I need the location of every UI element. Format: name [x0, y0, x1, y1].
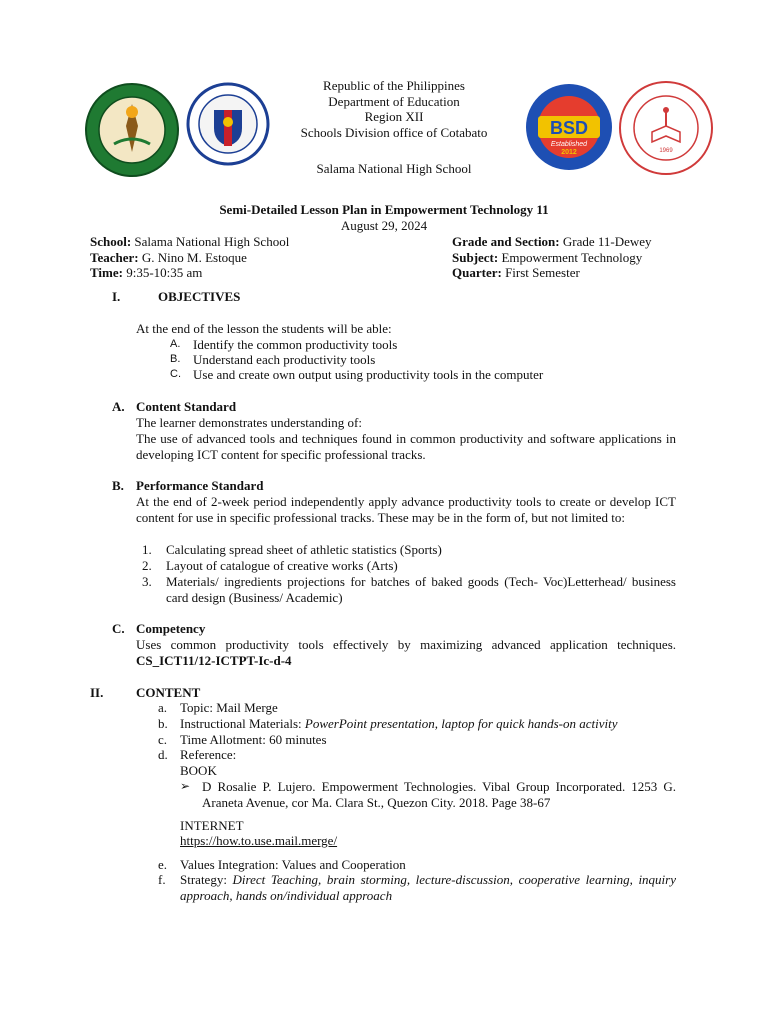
- bsd-logo-established: Established: [550, 141, 588, 148]
- content-values-letter: e.: [158, 857, 168, 872]
- objective-text: Use and create own output using productivity tools in the computer: [193, 367, 544, 382]
- reference-book-label: BOOK: [180, 763, 217, 778]
- bsd-seal: [524, 82, 614, 172]
- performance-item-number: 2.: [142, 558, 152, 573]
- letterhead-republic: Republic of the Philippines: [323, 78, 465, 93]
- book-citation: D Rosalie P. Lujero. Empowerment Technologies. Vibal Group Incorporated. 1253 G. Araneta Avenue, cor Ma. Clara St., Quezon City. 2018. Page 38-67: [202, 779, 676, 810]
- objectives-intro: At the end of the lesson the students will be able:: [136, 321, 392, 336]
- arrow-bullet-icon: ➢: [180, 779, 191, 793]
- objective-letter: B.: [170, 353, 181, 365]
- salama-logo-year: 1969: [659, 148, 673, 154]
- materials-value: PowerPoint presentation, laptop for quick hands-on activity: [304, 716, 618, 731]
- objective-letter: A.: [170, 338, 181, 350]
- reference-internet-link[interactable]: https://how.to.use.mail.merge/: [180, 833, 338, 848]
- performance-standard-letter: B.: [112, 478, 124, 493]
- meta-school: School: Salama National High School: [90, 234, 290, 249]
- content-numeral: II.: [90, 685, 104, 700]
- bsd-logo-year: 2012: [561, 149, 577, 156]
- performance-item-number: 1.: [142, 542, 152, 557]
- performance-item-text: Layout of catalogue of creative works (Arts): [166, 558, 398, 573]
- content-time-allotment: Time Allotment: 60 minutes: [180, 732, 327, 747]
- competency-letter: C.: [112, 621, 125, 636]
- letterhead-division: Schools Division office of Cotabato: [300, 124, 488, 140]
- lesson-plan-title: Semi-Detailed Lesson Plan in Empowerment Technology 11: [219, 202, 549, 217]
- content-values-integration: Values Integration: Values and Cooperation: [180, 857, 406, 872]
- objective-text: Understand each productivity tools: [193, 352, 376, 367]
- salama-national-high-school-seal: [618, 80, 714, 176]
- content-strategy-letter: f.: [158, 872, 166, 887]
- meta-time: Time: 9:35-10:35 am: [90, 265, 203, 281]
- meta-left: [90, 234, 430, 281]
- meta-quarter: Quarter: First Semester: [452, 265, 580, 281]
- lesson-date: August 29, 2024: [340, 218, 428, 233]
- content-heading: CONTENT: [136, 685, 201, 700]
- materials-label: Instructional Materials:: [180, 716, 305, 731]
- content-materials-letter: b.: [158, 716, 168, 731]
- content-standard-letter: A.: [112, 399, 125, 414]
- content-strategy: [180, 872, 676, 903]
- content-time-letter: c.: [158, 732, 168, 747]
- strategy-value: Direct Teaching, brain storming, lecture-discussion, cooperative learning, inquiry approach, hands on/individual approach: [180, 872, 677, 903]
- letterhead: [270, 78, 518, 140]
- letterhead-region: Region XII: [364, 109, 424, 125]
- meta-right: [452, 234, 692, 281]
- content-standard-heading: Content Standard: [136, 399, 237, 414]
- objectives-numeral: I.: [112, 289, 121, 304]
- performance-item-text: Materials/ ingredients projections for batches of baked goods (Tech- Voc)Letterhead/ business card design (Business/ Academic): [166, 574, 676, 605]
- performance-standard-body: At the end of 2-week period independently apply advance productivity tools to create or develop ICT content for use in specific professional tracks. These may be in the form of, but not limited to:: [136, 494, 676, 525]
- reference-internet-label: INTERNET: [180, 818, 244, 833]
- competency-code: CS_ICT11/12-ICTPT-Ic-d-4: [136, 653, 292, 668]
- school-name: Salama National High School: [316, 161, 472, 176]
- meta-subject: Subject: Empowerment Technology: [452, 249, 643, 265]
- strategy-label: Strategy:: [180, 872, 233, 887]
- objectives-heading: OBJECTIVES: [158, 289, 241, 304]
- division-of-cotabato-seal: [84, 82, 180, 178]
- content-standard-body: The use of advanced tools and techniques found in common productivity and software applications in developing ICT content for specific professional tracks.: [136, 431, 676, 462]
- letterhead-department: Department of Education: [328, 93, 460, 109]
- meta-grade-section: Grade and Section: Grade 11-Dewey: [452, 234, 652, 249]
- competency-heading: Competency: [136, 621, 206, 636]
- content-reference-letter: d.: [158, 747, 168, 762]
- deped-seal: [186, 82, 270, 166]
- performance-item-text: Calculating spread sheet of athletic statistics (Sports): [166, 542, 442, 557]
- performance-standard-heading: Performance Standard: [136, 478, 264, 493]
- competency-body: Uses common productivity tools effectively by maximizing advanced application techniques.: [136, 637, 676, 652]
- objective-letter: C.: [170, 368, 181, 380]
- content-reference-label: Reference:: [180, 747, 237, 762]
- content-standard-intro: The learner demonstrates understanding of:: [136, 415, 362, 430]
- content-materials: [180, 716, 617, 732]
- content-topic-letter: a.: [158, 700, 168, 715]
- performance-item-number: 3.: [142, 574, 152, 589]
- meta-teacher: Teacher: G. Nino M. Estoque: [90, 249, 247, 265]
- objective-text: Identify the common productivity tools: [193, 337, 398, 352]
- bsd-logo-acronym: BSD: [549, 118, 589, 138]
- content-topic: Topic: Mail Merge: [180, 700, 278, 715]
